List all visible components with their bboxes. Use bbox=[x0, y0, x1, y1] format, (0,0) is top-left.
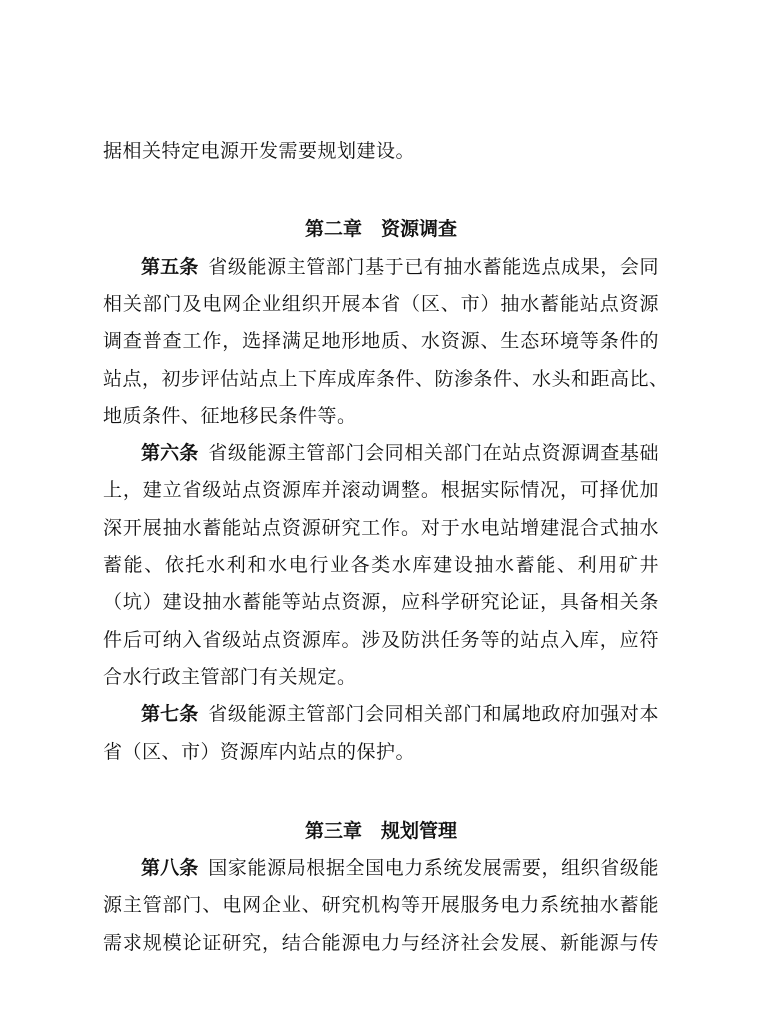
article-5-text-1: 省级能源主管部门基于已有抽水蓄能选点成果，会同 bbox=[208, 256, 659, 278]
article-7-text-1: 省级能源主管部门会同相关部门和属地政府加强对本 bbox=[208, 703, 659, 725]
article-5-text-3: 调查普查工作，选择满足地形地质、水资源、生态环境等条件的 bbox=[103, 330, 659, 352]
intro-text-line: 据相关特定电源开发需要规划建设。 bbox=[103, 140, 416, 162]
article-8-text-1: 国家能源局根据全国电力系统发展需要，组织省级能 bbox=[208, 857, 659, 879]
article-7-first-line bbox=[141, 701, 659, 727]
article-7-text-2: 省（区、市）资源库内站点的保护。 bbox=[103, 741, 416, 763]
article-5-first-line bbox=[141, 254, 659, 280]
chapter-3-heading: 第三章 规划管理 bbox=[304, 820, 457, 842]
article-6-text-3: 深开展抽水蓄能站点资源研究工作。对于水电站增建混合式抽水 bbox=[103, 517, 659, 539]
article-8-text-2: 源主管部门、电网企业、研究机构等开展服务电力系统抽水蓄能 bbox=[103, 894, 659, 916]
article-8-label: 第八条 bbox=[141, 857, 199, 879]
article-6-text-1: 省级能源主管部门会同相关部门在站点资源调查基础 bbox=[208, 442, 659, 464]
article-6-label: 第六条 bbox=[141, 442, 199, 464]
article-5-text-4: 站点，初步评估站点上下库成库条件、防渗条件、水头和距高比、 bbox=[103, 368, 669, 390]
article-6-text-7: 合水行政主管部门有关规定。 bbox=[103, 666, 357, 688]
article-5-text-5: 地质条件、征地移民条件等。 bbox=[103, 405, 357, 427]
article-8-first-line bbox=[141, 855, 659, 881]
article-6-text-2: 上，建立省级站点资源库并滚动调整。根据实际情况，可择优加 bbox=[103, 479, 659, 501]
article-6-text-5: （坑）建设抽水蓄能等站点资源，应科学研究论证，具备相关条 bbox=[103, 591, 659, 613]
article-6-first-line bbox=[141, 440, 659, 466]
article-5-text-2: 相关部门及电网企业组织开展本省（区、市）抽水蓄能站点资源 bbox=[103, 293, 659, 315]
article-5-label: 第五条 bbox=[141, 256, 199, 278]
article-6-text-6: 件后可纳入省级站点资源库。涉及防洪任务等的站点入库，应符 bbox=[103, 629, 659, 651]
article-8-text-3: 需求规模论证研究，结合能源电力与经济社会发展、新能源与传 bbox=[103, 932, 659, 954]
article-6-text-4: 蓄能、依托水利和水电行业各类水库建设抽水蓄能、利用矿井 bbox=[103, 554, 659, 576]
article-7-label: 第七条 bbox=[141, 703, 199, 725]
chapter-2-heading: 第二章 资源调查 bbox=[304, 218, 457, 240]
